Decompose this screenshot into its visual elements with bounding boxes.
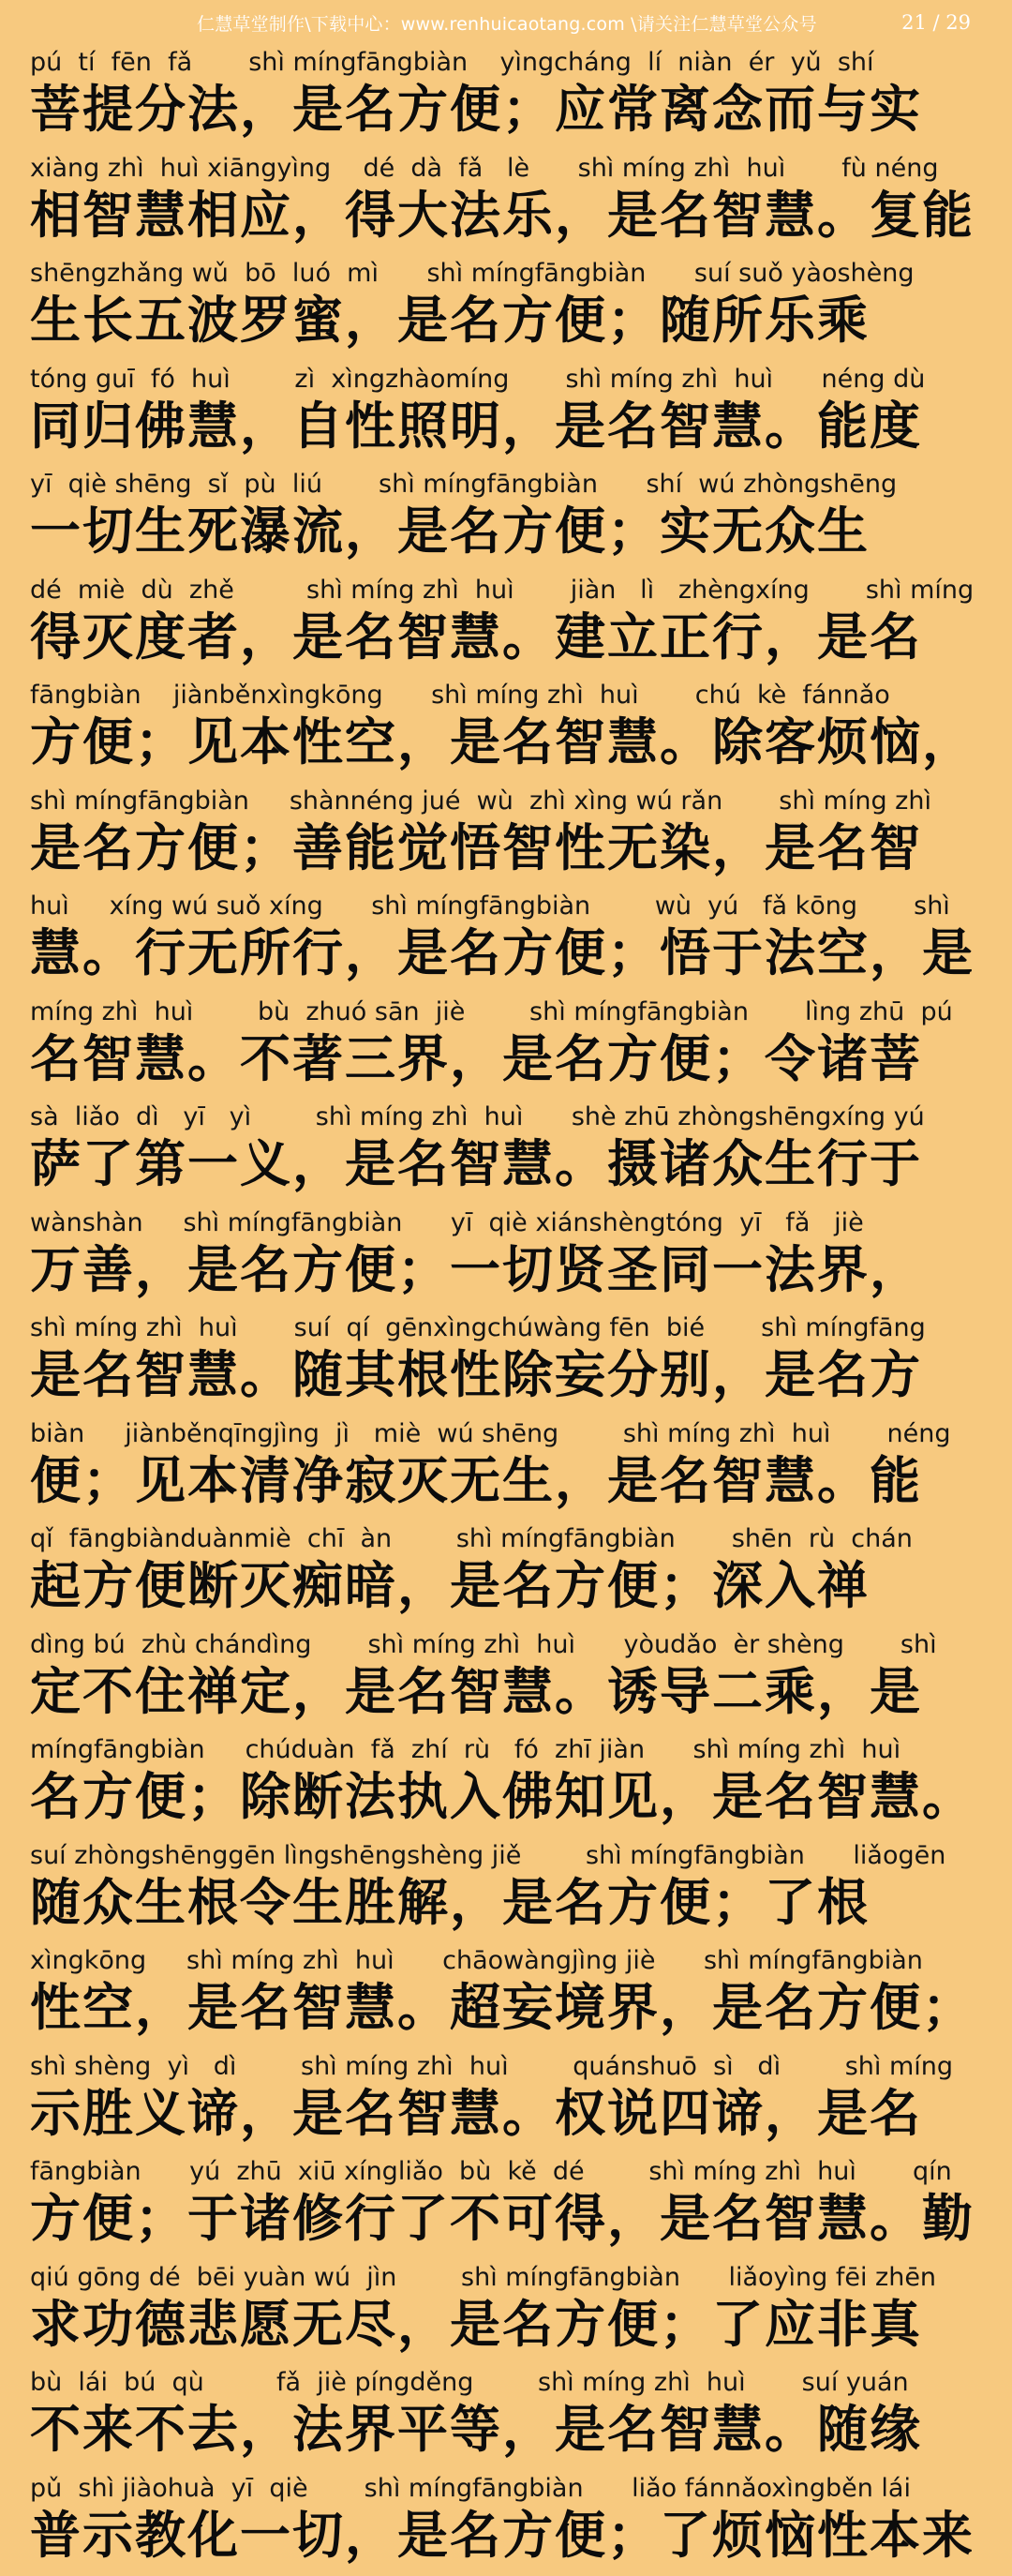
- hanzi-line: 相智慧相应，得大法乐，是名智慧。复能: [30, 185, 982, 248]
- text-line: [30, 2365, 982, 2471]
- pinyin-line: xìngkōng shì míng zhì huì chāowàngjìng jiè shì míngfāngbiàn: [30, 1945, 982, 1977]
- pinyin-line: tóng guī fó huì zì xìngzhàomíng shì míng zhì huì néng dù: [30, 364, 982, 396]
- hanzi-line: 便；见本清净寂灭无生，是名智慧。能: [30, 1450, 982, 1514]
- pinyin-line: wànshàn shì míngfāngbiàn yī qiè xiánshèngtóng yī fǎ jiè: [30, 1207, 982, 1239]
- text-line: [30, 678, 982, 784]
- text-line: [30, 256, 982, 362]
- text-line: [30, 1838, 982, 1944]
- hanzi-line: 方便；于诸修行了不可得，是名智慧。勤: [30, 2188, 982, 2252]
- page-header: [0, 0, 1012, 45]
- hanzi-line: 随众生根令生胜解，是名方便；了根: [30, 1872, 982, 1936]
- hanzi-line: 同归佛慧，自性照明，是名智慧。能度: [30, 396, 982, 459]
- pinyin-line: míngfāngbiàn chúduàn fǎ zhí rù fó zhī jiàn shì míng zhì huì: [30, 1734, 982, 1766]
- text-line: [30, 1206, 982, 1311]
- text-line: [30, 2471, 982, 2576]
- hanzi-line: 得灭度者，是名智慧。建立正行，是名: [30, 607, 982, 670]
- hanzi-line: 生长五波罗蜜，是名方便；随所乐乘: [30, 290, 982, 353]
- scripture-text-block: [30, 45, 982, 2576]
- hanzi-line: 求功德悲愿无尽，是名方便；了应非真: [30, 2294, 982, 2358]
- pinyin-line: bù lái bú qù fǎ jiè píngděng shì míng zhì huì suí yuán: [30, 2367, 982, 2399]
- text-line: [30, 2154, 982, 2260]
- text-line: [30, 1732, 982, 1838]
- pinyin-line: shì míngfāngbiàn shànnéng jué wù zhì xìng wú rǎn shì míng zhì: [30, 786, 982, 817]
- pinyin-line: biàn jiànběnqīngjìng jì miè wú shēng shì míng zhì huì néng: [30, 1418, 982, 1450]
- pinyin-line: shì míng zhì huì suí qí gēnxìngchúwàng fēn bié shì míngfāng: [30, 1312, 982, 1344]
- hanzi-line: 普示教化一切，是名方便；了烦恼性本来: [30, 2505, 982, 2569]
- pinyin-line: míng zhì huì bù zhuó sān jiè shì míngfāngbiàn lìng zhū pú: [30, 996, 982, 1028]
- pinyin-line: shì shèng yì dì shì míng zhì huì quánshuō sì dì shì míng: [30, 2051, 982, 2083]
- pinyin-line: sà liǎo dì yī yì shì míng zhì huì shè zhū zhòngshēngxíng yú: [30, 1101, 982, 1133]
- text-line: [30, 2049, 982, 2155]
- pinyin-line: xiàng zhì huì xiāngyìng dé dà fǎ lè shì míng zhì huì fù néng: [30, 153, 982, 185]
- hanzi-line: 示胜义谛，是名智慧。权说四谛，是名: [30, 2083, 982, 2147]
- text-line: [30, 467, 982, 573]
- header-site-text: 仁慧草堂制作\下载中心：www.renhuicaotang.com \请关注仁慧草堂公众号: [197, 10, 817, 36]
- text-line: [30, 2260, 982, 2366]
- hanzi-line: 萨了第一义，是名智慧。摄诸众生行于: [30, 1133, 982, 1197]
- hanzi-line: 定不住禅定，是名智慧。诱导二乘，是: [30, 1661, 982, 1725]
- pinyin-line: huì xíng wú suǒ xíng shì míngfāngbiàn wù yú fǎ kōng shì: [30, 891, 982, 922]
- hanzi-line: 名方便；除断法执入佛知见，是名智慧。: [30, 1766, 982, 1830]
- hanzi-line: 不来不去，法界平等，是名智慧。随缘: [30, 2399, 982, 2463]
- pinyin-line: yī qiè shēng sǐ pù liú shì míngfāngbiàn shí wú zhòngshēng: [30, 469, 982, 501]
- hanzi-line: 菩提分法，是名方便；应常离念而与实: [30, 79, 982, 142]
- text-line: [30, 1310, 982, 1416]
- text-line: [30, 45, 982, 151]
- hanzi-line: 慧。行无所行，是名方便；悟于法空，是: [30, 922, 982, 986]
- text-line: [30, 889, 982, 995]
- pinyin-line: qǐ fāngbiànduànmiè chī àn shì míngfāngbiàn shēn rù chán: [30, 1523, 982, 1555]
- hanzi-line: 万善，是名方便；一切贤圣同一法界，: [30, 1239, 982, 1303]
- hanzi-line: 性空，是名智慧。超妄境界，是名方便；: [30, 1977, 982, 2041]
- hanzi-line: 起方便断灭痴暗，是名方便；深入禅: [30, 1555, 982, 1619]
- text-line: [30, 1627, 982, 1733]
- text-line: [30, 784, 982, 890]
- hanzi-line: 一切生死瀑流，是名方便；实无众生: [30, 501, 982, 564]
- hanzi-line: 方便；见本性空，是名智慧。除客烦恼，: [30, 711, 982, 775]
- pinyin-line: dé miè dù zhě shì míng zhì huì jiàn lì zhèngxíng shì míng: [30, 575, 982, 607]
- text-line: [30, 362, 982, 468]
- pinyin-line: shēngzhǎng wǔ bō luó mì shì míngfāngbiàn suí suǒ yàoshèng: [30, 258, 982, 290]
- text-line: [30, 1521, 982, 1627]
- pinyin-line: fāngbiàn jiànběnxìngkōng shì míng zhì huì chú kè fánnǎo: [30, 680, 982, 711]
- pinyin-line: qiú gōng dé bēi yuàn wú jìn shì míngfāngbiàn liǎoyìng fēi zhēn: [30, 2262, 982, 2294]
- hanzi-line: 是名智慧。随其根性除妄分别，是名方: [30, 1344, 982, 1408]
- pinyin-line: fāngbiàn yú zhū xiū xíngliǎo bù kě dé shì míng zhì huì qín: [30, 2156, 982, 2188]
- text-line: [30, 1943, 982, 2049]
- page-number: 21 / 29: [901, 11, 971, 34]
- text-line: [30, 151, 982, 257]
- pinyin-line: dìng bú zhù chándìng shì míng zhì huì yòudǎo èr shèng shì: [30, 1629, 982, 1661]
- hanzi-line: 是名方便；善能觉悟智性无染，是名智: [30, 817, 982, 881]
- text-line: [30, 1100, 982, 1206]
- hanzi-line: 名智慧。不著三界，是名方便；令诸菩: [30, 1028, 982, 1092]
- text-line: [30, 1416, 982, 1522]
- pinyin-line: pú tí fēn fǎ shì míngfāngbiàn yìngcháng lí niàn ér yǔ shí: [30, 47, 982, 79]
- text-line: [30, 995, 982, 1101]
- pinyin-line: suí zhòngshēnggēn lìngshēngshèng jiě shì míngfāngbiàn liǎogēn: [30, 1840, 982, 1872]
- text-line: [30, 573, 982, 679]
- pinyin-line: pǔ shì jiàohuà yī qiè shì míngfāngbiàn liǎo fánnǎoxìngběn lái: [30, 2473, 982, 2505]
